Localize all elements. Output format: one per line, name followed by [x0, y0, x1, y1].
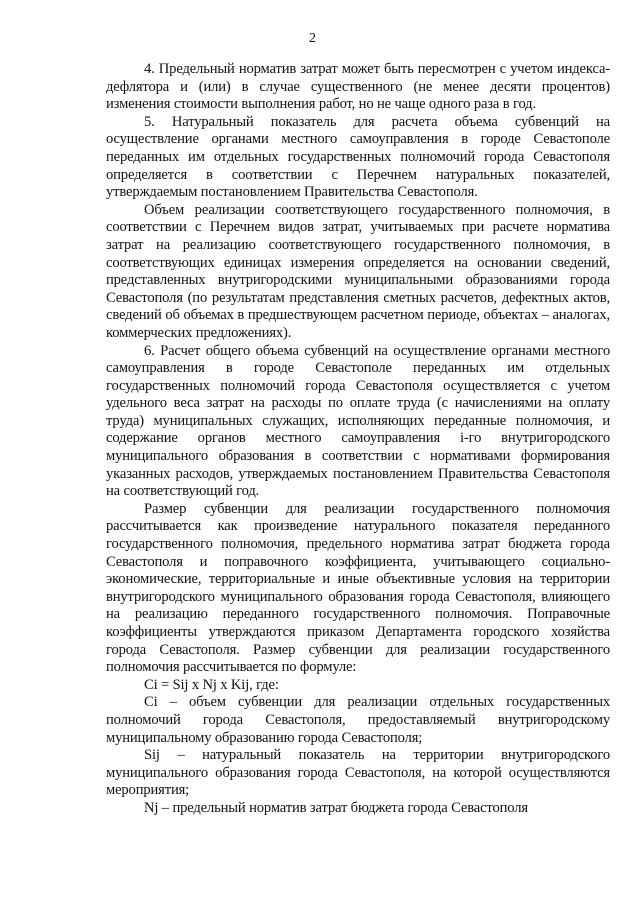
paragraph-volume: Объем реализации соответствующего государственного полномочия, в соответствии с Перечнем видов затрат, учитываемых при расчете норматива затрат на реализацию соответствующего государственного полномочия, в соответствующих единицах измерения определяется на основании сведений, представленных внутригородскими муниципальными образованиями города Севастополя (по результатам представления сметных расчетов, дефектных актов, сведений об объемах в предшествующем расчетном периоде, объектах – аналогах, коммерческих предложениях). — [106, 201, 610, 341]
paragraph-item-5: 5. Натуральный показатель для расчета объема субвенций на осуществление органами местного самоуправления в городе Севастополе переданных им отдельных государственных полномочий города Севастополя определяется в соответствии с Перечнем натуральных показателей, утверждаемым постановлением Правительства Севастополя. — [106, 113, 610, 201]
definition-sij: Sij – натуральный показатель на территории внутригородского муниципального образования города Севастополя, на которой осуществляются мероприятия; — [106, 747, 610, 799]
paragraph-item-4: 4. Предельный норматив затрат может быть пересмотрен с учетом индекса-дефлятора и (или) в случае существенного (не менее десяти процентов) изменения стоимости выполнения работ, но не чаще одного раза в год. — [106, 61, 610, 113]
definition-nj: Nj – предельный норматив затрат бюджета города Севастополя — [144, 799, 528, 816]
formula-line: Ci = Sij x Nj x Kij, где: — [144, 676, 279, 693]
page-number: 2 — [309, 31, 316, 46]
paragraph-subvention-size: Размер субвенции для реализации государственного полномочия рассчитывается как произведение натурального показателя переданного государственного полномочия, предельного норматива затрат бюджета города Севастополя и поправочного коэффициента, учитывающего социально-экономические, территориальные и иные объективные условия на территории внутригородского муниципального образования города Севастополя, влияющего на реализацию переданного государственного полномочия. Поправочные коэффициенты утверждаются приказом Департамента городского хозяйства города Севастополя. Размер субвенции для реализации государственного полномочия рассчитывается по формуле: — [106, 500, 610, 676]
paragraph-item-6: 6. Расчет общего объема субвенций на осуществление органами местного самоуправления в городе Севастополе переданных им отдельных государственных полномочий города Севастополя осуществляется с учетом удельного веса затрат на расходы по оплате труда (с начислениями на оплату труда) муниципальных служащих, исполняющих переданные полномочия, и содержание органов местного самоуправления i-го внутригородского муниципального образования в соответствии с нормативами формирования указанных расходов, утверждаемых постановлением Правительства Севастополя на соответствующий год. — [106, 342, 610, 500]
document-body — [106, 61, 610, 818]
definition-ci: Ci – объем субвенции для реализации отдельных государственных полномочий города Севастополя, предоставляемый внутригородскому муниципальному образованию города Севастополя; — [106, 694, 610, 746]
